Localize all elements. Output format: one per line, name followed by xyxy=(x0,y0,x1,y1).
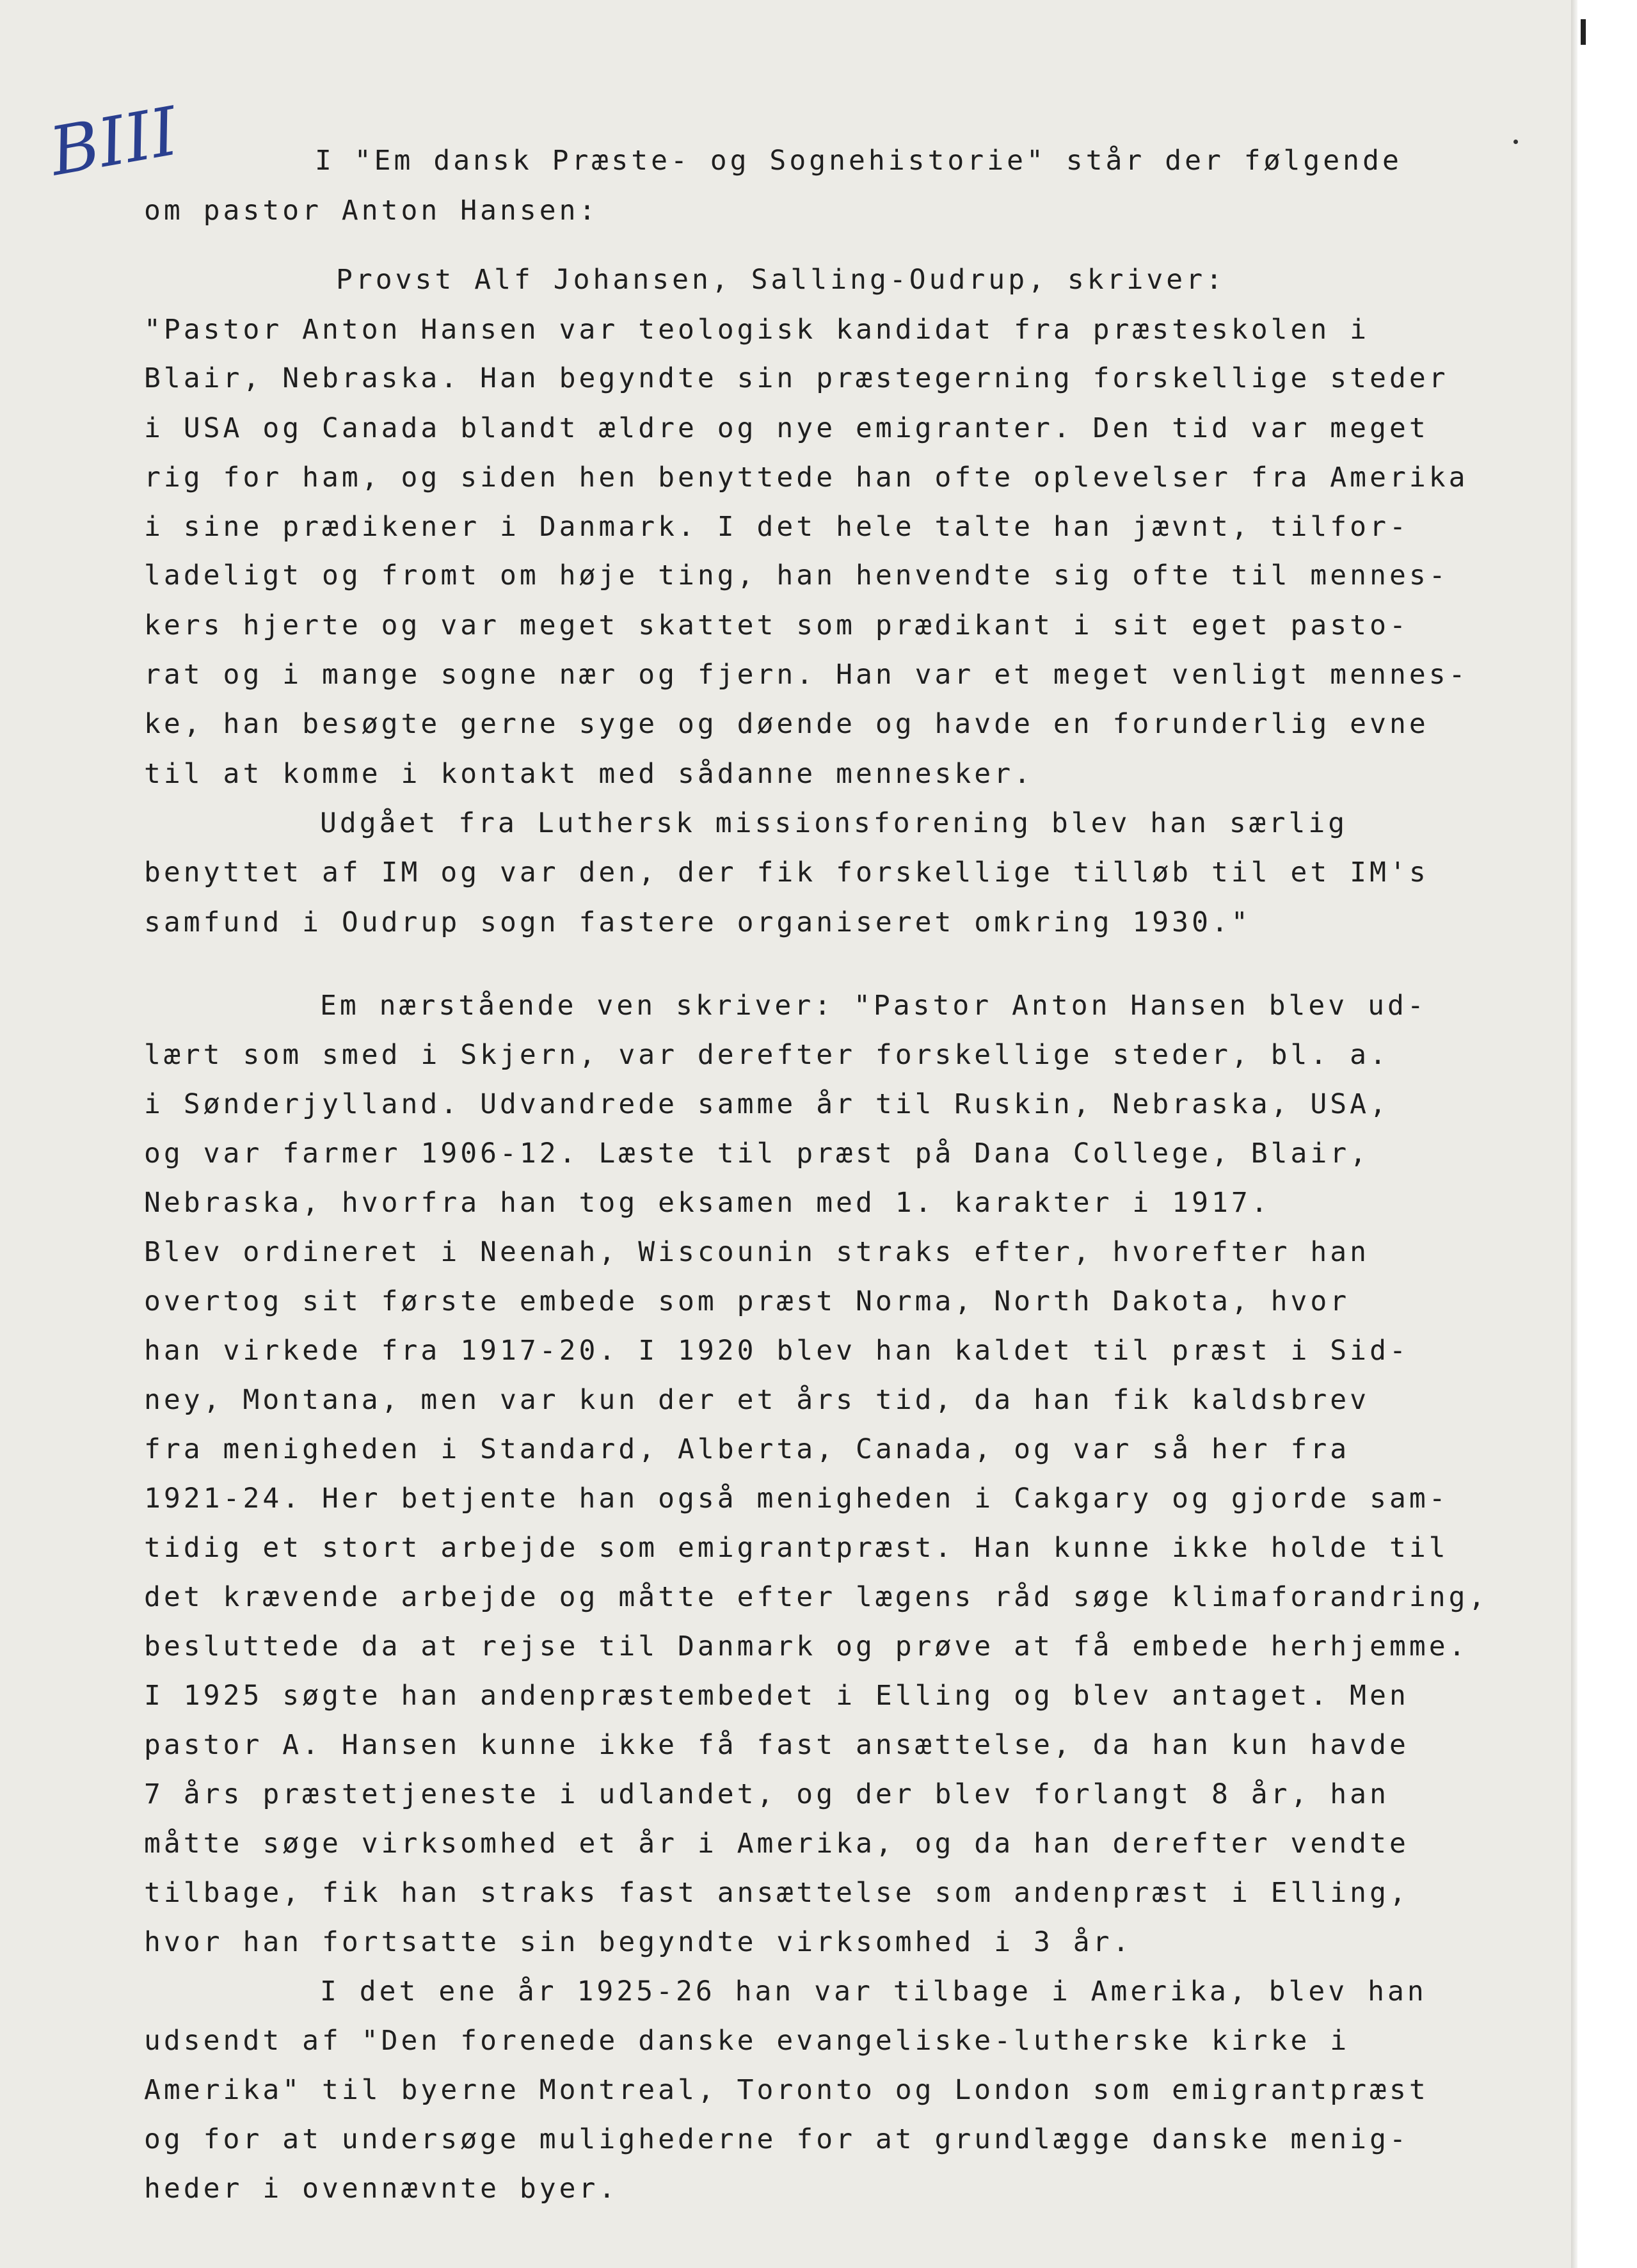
text-line: ladeligt og fromt om høje ting, han henvendte sig ofte til mennes- xyxy=(144,559,1449,591)
text-line: Provst Alf Johansen, Salling-Oudrup, skriver: xyxy=(336,264,1226,296)
text-line: og for at undersøge mulighederne for at grundlægge danske menig- xyxy=(144,2123,1409,2155)
text-line: I 1925 søgte han andenpræstembedet i Elling og blev antaget. Men xyxy=(144,1680,1409,1712)
text-line: heder i ovennævnte byer. xyxy=(144,2173,619,2205)
text-line: han virkede fra 1917-20. I 1920 blev han kaldet til præst i Sid- xyxy=(144,1335,1409,1367)
text-line: rat og i mange sogne nær og fjern. Han var et meget venligt mennes- xyxy=(144,659,1469,691)
text-line: overtog sit første embede som præst Norma, North Dakota, hvor xyxy=(144,1285,1350,1317)
text-line: tidig et stort arbejde som emigrantpræst. Han kunne ikke holde til xyxy=(144,1532,1449,1564)
text-line: I det ene år 1925-26 han var tilbage i Amerika, blev han xyxy=(320,1975,1427,2007)
text-line: i sine prædikener i Danmark. I det hele talte han jævnt, tilfor- xyxy=(144,511,1409,543)
text-line: hvor han fortsatte sin begyndte virksomhed i 3 år. xyxy=(144,1926,1133,1958)
text-line: lært som smed i Skjern, var derefter forskellige steder, bl. a. xyxy=(144,1039,1389,1071)
text-line: samfund i Oudrup sogn fastere organiseret omkring 1930." xyxy=(144,906,1251,938)
text-line: i Sønderjylland. Udvandrede samme år til Ruskin, Nebraska, USA, xyxy=(144,1088,1389,1120)
text-line: "Pastor Anton Hansen var teologisk kandidat fra præsteskolen i xyxy=(144,314,1370,346)
text-line: benyttet af IM og var den, der fik forskellige tilløb til et IM's xyxy=(144,857,1429,889)
text-line: 7 års præstetjeneste i udlandet, og der blev forlangt 8 år, han xyxy=(144,1778,1389,1810)
clip-mark xyxy=(1581,19,1586,45)
text-line: det krævende arbejde og måtte efter lægens råd søge klimaforandring, xyxy=(144,1581,1489,1613)
paper-edge xyxy=(1571,0,1577,2268)
handwritten-annotation: BIII xyxy=(44,92,184,191)
text-line: fra menigheden i Standard, Alberta, Canada, og var så her fra xyxy=(144,1433,1350,1465)
text-line: og var farmer 1906-12. Læste til præst på Dana College, Blair, xyxy=(144,1138,1370,1170)
text-line: Nebraska, hvorfra han tog eksamen med 1. karakter i 1917. xyxy=(144,1187,1271,1219)
ink-dot xyxy=(1513,140,1518,144)
text-line: kers hjerte og var meget skattet som prædikant i sit eget pasto- xyxy=(144,609,1409,641)
text-line: måtte søge virksomhed et år i Amerika, og da han derefter vendte xyxy=(144,1828,1409,1860)
text-line: Amerika" til byerne Montreal, Toronto og London som emigrantpræst xyxy=(144,2074,1429,2106)
text-line: I "Em dansk Præste- og Sognehistorie" står der følgende xyxy=(315,145,1402,177)
text-line: Blev ordineret i Neenah, Wiscounin straks efter, hvorefter han xyxy=(144,1236,1370,1268)
text-line: pastor A. Hansen kunne ikke få fast ansættelse, da han kun havde xyxy=(144,1729,1409,1761)
text-line: udsendt af "Den forenede danske evangeliske-lutherske kirke i xyxy=(144,2025,1350,2057)
text-line: Udgået fra Luthersk missionsforening blev han særlig xyxy=(320,807,1348,839)
text-line: besluttede da at rejse til Danmark og prøve at få embede herhjemme. xyxy=(144,1630,1469,1662)
text-line: rig for ham, og siden hen benyttede han ofte oplevelser fra Amerika xyxy=(144,462,1469,494)
text-line: ke, han besøgte gerne syge og døende og havde en forunderlig evne xyxy=(144,708,1429,740)
text-line: om pastor Anton Hansen: xyxy=(144,195,599,227)
text-line: til at komme i kontakt med sådanne mennesker. xyxy=(144,758,1034,790)
text-line: i USA og Canada blandt ældre og nye emigranter. Den tid var meget xyxy=(144,412,1429,444)
text-line: Em nærstående ven skriver: "Pastor Anton Hansen blev ud- xyxy=(320,990,1427,1022)
text-line: Blair, Nebraska. Han begyndte sin præstegerning forskellige steder xyxy=(144,362,1449,394)
text-line: ney, Montana, men var kun der et års tid, da han fik kaldsbrev xyxy=(144,1384,1370,1416)
text-line: tilbage, fik han straks fast ansættelse som andenpræst i Elling, xyxy=(144,1877,1409,1909)
text-line: 1921-24. Her betjente han også menigheden i Cakgary og gjorde sam- xyxy=(144,1483,1449,1515)
